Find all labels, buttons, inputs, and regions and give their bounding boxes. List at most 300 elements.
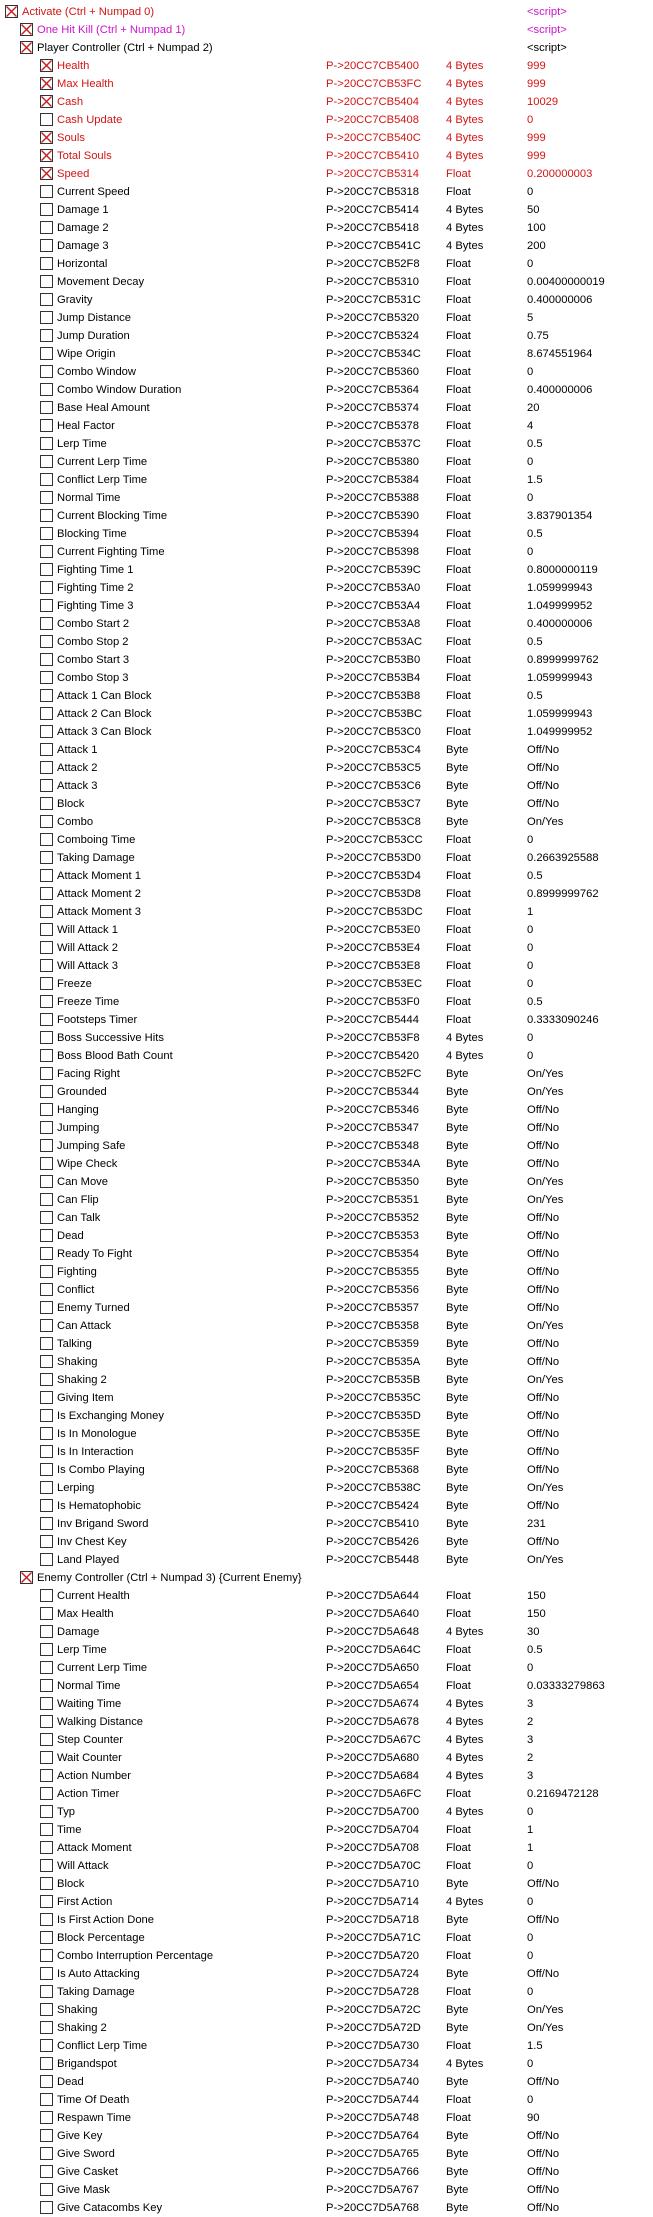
activate-checkbox[interactable] [40,707,53,720]
entry-type[interactable]: 4 Bytes [446,1032,484,1044]
table-row[interactable] [0,345,653,363]
entry-type[interactable]: Byte [446,1122,469,1134]
activate-checkbox[interactable] [40,869,53,882]
activate-checkbox[interactable] [40,1013,53,1026]
entry-address[interactable]: P->20CC7CB52F8 [326,258,420,270]
entry-description[interactable]: Give Key [57,2130,103,2142]
entry-value[interactable]: 0 [527,1032,534,1044]
entry-address[interactable]: P->20CC7CB53C6 [326,780,421,792]
table-row[interactable] [0,1317,653,1335]
activate-checkbox[interactable] [40,1409,53,1422]
entry-value[interactable]: Off/No [527,2184,560,2196]
entry-type[interactable]: Byte [446,816,469,828]
entry-value[interactable]: 0 [527,978,534,990]
entry-description[interactable]: Fighting Time 2 [57,582,134,594]
entry-value[interactable]: Off/No [527,1122,560,1134]
entry-type[interactable]: Byte [446,1140,469,1152]
entry-value[interactable]: Off/No [527,1356,560,1368]
activate-checkbox[interactable] [40,1715,53,1728]
entry-address[interactable]: P->20CC7D5A640 [326,1608,419,1620]
table-row[interactable] [0,435,653,453]
entry-type[interactable]: Float [446,312,471,324]
table-row[interactable] [0,2037,653,2055]
table-row[interactable] [0,975,653,993]
entry-address[interactable]: P->20CC7D5A72C [326,2004,421,2016]
activate-checkbox[interactable] [40,1517,53,1530]
entry-type[interactable]: Byte [446,1482,469,1494]
entry-address[interactable]: P->20CC7CB5448 [326,1554,419,1566]
table-row[interactable] [0,597,653,615]
activate-checkbox[interactable] [40,1301,53,1314]
entry-value[interactable]: Off/No [527,1338,560,1350]
entry-address[interactable]: P->20CC7CB5356 [326,1284,419,1296]
entry-address[interactable]: P->20CC7CB5384 [326,474,419,486]
entry-value[interactable]: Off/No [527,1302,560,1314]
entry-description[interactable]: Attack Moment [57,1842,132,1854]
entry-description[interactable]: Damage [57,1626,100,1638]
entry-type[interactable]: Float [446,888,471,900]
activate-checkbox[interactable] [40,185,53,198]
activate-checkbox[interactable] [40,419,53,432]
entry-address[interactable]: P->20CC7CB541C [326,240,421,252]
entry-address[interactable]: P->20CC7CB5352 [326,1212,419,1224]
entry-type[interactable]: Byte [446,1194,469,1206]
activate-checkbox[interactable] [40,131,53,144]
table-row[interactable] [0,723,653,741]
entry-type[interactable]: Byte [446,1518,469,1530]
activate-checkbox[interactable] [40,725,53,738]
entry-type[interactable]: Float [446,528,471,540]
activate-checkbox[interactable] [40,1535,53,1548]
table-row[interactable] [0,1119,653,1137]
entry-address[interactable]: P->20CC7CB537C [326,438,421,450]
entry-type[interactable]: Float [446,924,471,936]
entry-type[interactable]: Float [446,600,471,612]
entry-value[interactable]: Off/No [527,762,560,774]
entry-value[interactable]: 1 [527,1842,534,1854]
table-row[interactable] [0,1533,653,1551]
activate-checkbox[interactable] [40,95,53,108]
table-row[interactable] [0,1857,653,1875]
entry-type[interactable]: Float [446,978,471,990]
activate-checkbox[interactable] [40,149,53,162]
entry-description[interactable]: Shaking 2 [57,2022,107,2034]
activate-checkbox[interactable] [40,1643,53,1656]
entry-value[interactable]: 1.049999952 [527,600,593,612]
table-row[interactable] [0,111,653,129]
entry-value[interactable]: 0.400000006 [527,294,593,306]
entry-value[interactable]: 1.059999943 [527,582,593,594]
entry-description[interactable]: Movement Decay [57,276,145,288]
table-row[interactable] [0,633,653,651]
entry-type[interactable]: Float [446,1932,471,1944]
entry-address[interactable]: P->20CC7D5A680 [326,1752,419,1764]
entry-value[interactable]: Off/No [527,1158,560,1170]
table-row[interactable] [0,2091,653,2109]
table-row[interactable] [0,1263,653,1281]
entry-type[interactable]: Byte [446,1392,469,1404]
entry-address[interactable]: P->20CC7CB5314 [326,168,419,180]
entry-address[interactable]: P->20CC7CB535F [326,1446,420,1458]
entry-description[interactable]: Current Blocking Time [57,510,168,522]
table-row[interactable] [0,1029,653,1047]
entry-description[interactable]: Damage 1 [57,204,109,216]
activate-checkbox[interactable] [40,815,53,828]
entry-type[interactable]: Byte [446,1302,469,1314]
entry-type[interactable]: Float [446,1662,471,1674]
table-row[interactable] [0,1101,653,1119]
entry-type[interactable]: Float [446,1986,471,1998]
entry-description[interactable]: Freeze Time [57,996,120,1008]
entry-type[interactable]: Float [446,996,471,1008]
entry-description[interactable]: Hanging [57,1104,99,1116]
activate-checkbox[interactable] [40,1067,53,1080]
entry-description[interactable]: Current Lerp Time [57,1662,148,1674]
entry-address[interactable]: P->20CC7CB5358 [326,1320,419,1332]
table-row[interactable] [0,399,653,417]
entry-type[interactable]: Byte [446,2004,469,2016]
entry-description[interactable]: Cash [57,96,84,108]
entry-type[interactable]: Byte [446,1878,469,1890]
table-row[interactable] [0,165,653,183]
activate-checkbox[interactable] [40,1175,53,1188]
entry-description[interactable]: Action Timer [57,1788,120,1800]
entry-type[interactable]: Byte [446,1320,469,1332]
entry-address[interactable]: P->20CC7CB5418 [326,222,419,234]
entry-value[interactable]: 0.5 [527,636,543,648]
entry-description[interactable]: Brigandspot [57,2058,117,2070]
entry-type[interactable]: Float [446,1680,471,1692]
entry-address[interactable]: P->20CC7CB53D0 [326,852,421,864]
table-row[interactable] [0,1371,653,1389]
entry-value[interactable]: 0.400000006 [527,384,593,396]
entry-type[interactable]: 4 Bytes [446,1734,484,1746]
entry-address[interactable]: P->20CC7D5A724 [326,1968,419,1980]
entry-address[interactable]: P->20CC7CB5355 [326,1266,419,1278]
entry-description[interactable]: Lerp Time [57,1644,107,1656]
table-row[interactable] [0,1623,653,1641]
table-row[interactable] [0,309,653,327]
activate-checkbox[interactable] [40,959,53,972]
entry-description[interactable]: Is Exchanging Money [57,1410,164,1422]
activate-checkbox[interactable] [40,2183,53,2196]
entry-description[interactable]: Attack Moment 1 [57,870,141,882]
table-row[interactable] [0,21,653,39]
entry-description[interactable]: Fighting [57,1266,97,1278]
activate-checkbox[interactable] [40,779,53,792]
table-row[interactable] [0,1389,653,1407]
entry-type[interactable]: Float [446,852,471,864]
activate-checkbox[interactable] [40,509,53,522]
table-row[interactable] [0,1731,653,1749]
entry-value[interactable]: Off/No [527,1446,560,1458]
entry-description[interactable]: Health [57,60,90,72]
entry-value[interactable]: On/Yes [527,2004,564,2016]
entry-address[interactable]: P->20CC7CB5380 [326,456,419,468]
activate-checkbox[interactable] [40,1823,53,1836]
entry-description[interactable]: Combo Start 2 [57,618,130,630]
activate-checkbox[interactable] [40,1913,53,1926]
table-row[interactable] [0,2181,653,2199]
entry-value[interactable]: 0 [527,366,534,378]
entry-address[interactable]: P->20CC7D5A728 [326,1986,419,1998]
table-row[interactable] [0,1821,653,1839]
entry-type[interactable]: Float [446,366,471,378]
entry-address[interactable]: P->20CC7CB5394 [326,528,419,540]
activate-checkbox[interactable] [40,563,53,576]
entry-description[interactable]: Is First Action Done [57,1914,154,1926]
entry-address[interactable]: P->20CC7CB5444 [326,1014,419,1026]
entry-type[interactable]: Float [446,1860,471,1872]
activate-checkbox[interactable] [40,1877,53,1890]
activate-checkbox[interactable] [40,581,53,594]
entry-value[interactable]: 150 [527,1590,546,1602]
entry-description[interactable]: Jumping [57,1122,100,1134]
entry-value[interactable]: 0 [527,114,534,126]
entry-description[interactable]: Will Attack 2 [57,942,118,954]
entry-value[interactable]: Off/No [527,2148,560,2160]
table-row[interactable] [0,2145,653,2163]
entry-value[interactable]: 0.400000006 [527,618,593,630]
entry-description[interactable]: Time Of Death [57,2094,130,2106]
entry-value[interactable]: On/Yes [527,1086,564,1098]
activate-checkbox[interactable] [40,923,53,936]
entry-value[interactable]: Off/No [527,2202,560,2214]
entry-address[interactable]: P->20CC7D5A678 [326,1716,419,1728]
entry-type[interactable]: Float [446,258,471,270]
entry-type[interactable]: Float [446,618,471,630]
activate-checkbox[interactable] [40,221,53,234]
table-row[interactable] [0,1191,653,1209]
entry-address[interactable]: P->20CC7CB539C [326,564,421,576]
entry-address[interactable]: P->20CC7CB53D8 [326,888,421,900]
entry-type[interactable]: Float [446,294,471,306]
entry-description[interactable]: Waiting Time [57,1698,122,1710]
activate-checkbox[interactable] [40,77,53,90]
entry-address[interactable]: P->20CC7CB5398 [326,546,419,558]
entry-address[interactable]: P->20CC7CB5404 [326,96,419,108]
entry-address[interactable]: P->20CC7CB5348 [326,1140,419,1152]
entry-value[interactable]: 0 [527,258,534,270]
activate-checkbox[interactable] [40,1121,53,1134]
table-row[interactable] [0,1155,653,1173]
entry-value[interactable]: 999 [527,78,546,90]
activate-checkbox[interactable] [20,23,33,36]
entry-value[interactable]: Off/No [527,1410,560,1422]
table-row[interactable] [0,939,653,957]
entry-type[interactable]: Byte [446,1338,469,1350]
entry-description[interactable]: Attack 3 Can Block [57,726,152,738]
entry-address[interactable]: P->20CC7CB5357 [326,1302,419,1314]
table-row[interactable] [0,1911,653,1929]
entry-description[interactable]: Attack 3 [57,780,98,792]
activate-checkbox[interactable] [40,2057,53,2070]
activate-checkbox[interactable] [40,167,53,180]
entry-description[interactable]: Combo Stop 3 [57,672,129,684]
activate-checkbox[interactable] [40,1931,53,1944]
activate-checkbox[interactable] [40,941,53,954]
entry-value[interactable]: 0.03333279863 [527,1680,605,1692]
entry-value[interactable]: Off/No [527,1878,560,1890]
entry-address[interactable]: P->20CC7CB5420 [326,1050,419,1062]
entry-address[interactable]: P->20CC7D5A764 [326,2130,419,2142]
entry-type[interactable]: Float [446,492,471,504]
entry-value[interactable]: 0 [527,942,534,954]
entry-description[interactable]: Comboing Time [57,834,136,846]
entry-value[interactable]: 0.5 [527,870,543,882]
entry-type[interactable]: Byte [446,1266,469,1278]
entry-value[interactable]: 3 [527,1734,534,1746]
entry-description[interactable]: Facing Right [57,1068,120,1080]
entry-description[interactable]: Damage 3 [57,240,109,252]
table-row[interactable] [0,2109,653,2127]
entry-value[interactable]: 0.200000003 [527,168,593,180]
entry-description[interactable]: Footsteps Timer [57,1014,138,1026]
entry-description[interactable]: One Hit Kill (Ctrl + Numpad 1) [37,24,186,36]
entry-address[interactable]: P->20CC7CB535D [326,1410,421,1422]
entry-description[interactable]: Attack Moment 2 [57,888,141,900]
table-row[interactable] [0,255,653,273]
entry-type[interactable]: Byte [446,1464,469,1476]
entry-address[interactable]: P->20CC7D5A744 [326,2094,419,2106]
entry-description[interactable]: Dead [57,2076,84,2088]
entry-description[interactable]: Can Talk [57,1212,101,1224]
table-row[interactable] [0,2055,653,2073]
entry-address[interactable]: P->20CC7D5A684 [326,1770,419,1782]
entry-address[interactable]: P->20CC7CB535E [326,1428,421,1440]
entry-description[interactable]: Attack 1 [57,744,98,756]
activate-checkbox[interactable] [40,1967,53,1980]
entry-value[interactable]: 0.8999999762 [527,888,599,900]
table-row[interactable] [0,1965,653,1983]
activate-checkbox[interactable] [40,59,53,72]
table-row[interactable] [0,507,653,525]
entry-address[interactable]: P->20CC7CB5350 [326,1176,419,1188]
entry-value[interactable]: 150 [527,1608,546,1620]
table-row[interactable] [0,1245,653,1263]
entry-address[interactable]: P->20CC7D5A71C [326,1932,421,1944]
table-row[interactable] [0,1749,653,1767]
activate-checkbox[interactable] [40,1949,53,1962]
entry-address[interactable]: P->20CC7CB5347 [326,1122,419,1134]
activate-checkbox[interactable] [40,1247,53,1260]
entry-address[interactable]: P->20CC7D5A730 [326,2040,419,2052]
activate-checkbox[interactable] [40,1103,53,1116]
table-row[interactable] [0,363,653,381]
activate-checkbox[interactable] [40,1679,53,1692]
table-row[interactable] [0,39,653,57]
entry-value[interactable]: Off/No [527,780,560,792]
entry-description[interactable]: Shaking 2 [57,1374,107,1386]
table-row[interactable] [0,759,653,777]
entry-value[interactable]: On/Yes [527,1320,564,1332]
entry-description[interactable]: Dead [57,1230,84,1242]
entry-address[interactable]: P->20CC7CB53C0 [326,726,421,738]
entry-address[interactable]: P->20CC7CB53F0 [326,996,420,1008]
entry-type[interactable]: Float [446,1950,471,1962]
entry-value[interactable]: Off/No [527,1284,560,1296]
activate-checkbox[interactable] [40,1625,53,1638]
entry-type[interactable]: Byte [446,2022,469,2034]
entry-type[interactable]: 4 Bytes [446,132,484,144]
activate-checkbox[interactable] [40,1391,53,1404]
activate-checkbox[interactable] [40,599,53,612]
table-row[interactable] [0,1461,653,1479]
entry-type[interactable]: 4 Bytes [446,222,484,234]
entry-address[interactable]: P->20CC7D5A768 [326,2202,419,2214]
entry-value[interactable]: 0 [527,1860,534,1872]
entry-description[interactable]: Step Counter [57,1734,123,1746]
entry-address[interactable]: P->20CC7CB5364 [326,384,419,396]
activate-checkbox[interactable] [40,329,53,342]
entry-value[interactable]: On/Yes [527,1068,564,1080]
entry-description[interactable]: Max Health [57,78,114,90]
entry-type[interactable]: Float [446,2040,471,2052]
entry-address[interactable]: P->20CC7CB53A8 [326,618,421,630]
entry-value[interactable]: 5 [527,312,534,324]
activate-checkbox[interactable] [40,1589,53,1602]
table-row[interactable] [0,2001,653,2019]
activate-checkbox[interactable] [40,2003,53,2016]
entry-address[interactable]: P->20CC7CB53A4 [326,600,421,612]
entry-type[interactable]: Byte [446,2166,469,2178]
entry-description[interactable]: Taking Damage [57,1986,135,1998]
activate-checkbox[interactable] [40,2201,53,2214]
entry-type[interactable]: Float [446,906,471,918]
activate-checkbox[interactable] [40,1319,53,1332]
entry-address[interactable]: P->20CC7CB53E8 [326,960,421,972]
entry-type[interactable]: Float [446,654,471,666]
entry-description[interactable]: Walking Distance [57,1716,144,1728]
entry-value[interactable]: 0 [527,1050,534,1062]
entry-description[interactable]: Wait Counter [57,1752,122,1764]
table-row[interactable] [0,1443,653,1461]
activate-checkbox[interactable] [40,2147,53,2160]
entry-value[interactable]: 0.8999999762 [527,654,599,666]
entry-description[interactable]: Fighting Time 1 [57,564,134,576]
activate-checkbox[interactable] [40,1697,53,1710]
table-row[interactable] [0,1695,653,1713]
entry-value[interactable]: 50 [527,204,540,216]
entry-value[interactable]: 0 [527,546,534,558]
entry-value[interactable]: 1.5 [527,474,543,486]
entry-description[interactable]: Giving Item [57,1392,114,1404]
activate-checkbox[interactable] [40,1229,53,1242]
entry-description[interactable]: Shaking [57,1356,98,1368]
entry-type[interactable]: 4 Bytes [446,114,484,126]
entry-address[interactable]: P->20CC7CB5410 [326,1518,419,1530]
activate-checkbox[interactable] [40,833,53,846]
entry-value[interactable]: 0 [527,456,534,468]
entry-address[interactable]: P->20CC7CB5324 [326,330,419,342]
entry-address[interactable]: P->20CC7D5A708 [326,1842,419,1854]
entry-address[interactable]: P->20CC7CB5426 [326,1536,419,1548]
entry-address[interactable]: P->20CC7CB5360 [326,366,419,378]
entry-type[interactable]: Byte [446,1968,469,1980]
entry-address[interactable]: P->20CC7CB53EC [326,978,423,990]
table-row[interactable] [0,867,653,885]
entry-description[interactable]: Max Health [57,1608,114,1620]
entry-type[interactable]: Float [446,348,471,360]
entry-type[interactable]: Float [446,456,471,468]
activate-checkbox[interactable] [40,1499,53,1512]
activate-checkbox[interactable] [40,1445,53,1458]
entry-type[interactable]: Float [446,510,471,522]
entry-address[interactable]: P->20CC7D5A70C [326,1860,421,1872]
activate-checkbox[interactable] [40,527,53,540]
entry-address[interactable]: P->20CC7CB53FC [326,78,422,90]
entry-type[interactable]: Byte [446,1284,469,1296]
